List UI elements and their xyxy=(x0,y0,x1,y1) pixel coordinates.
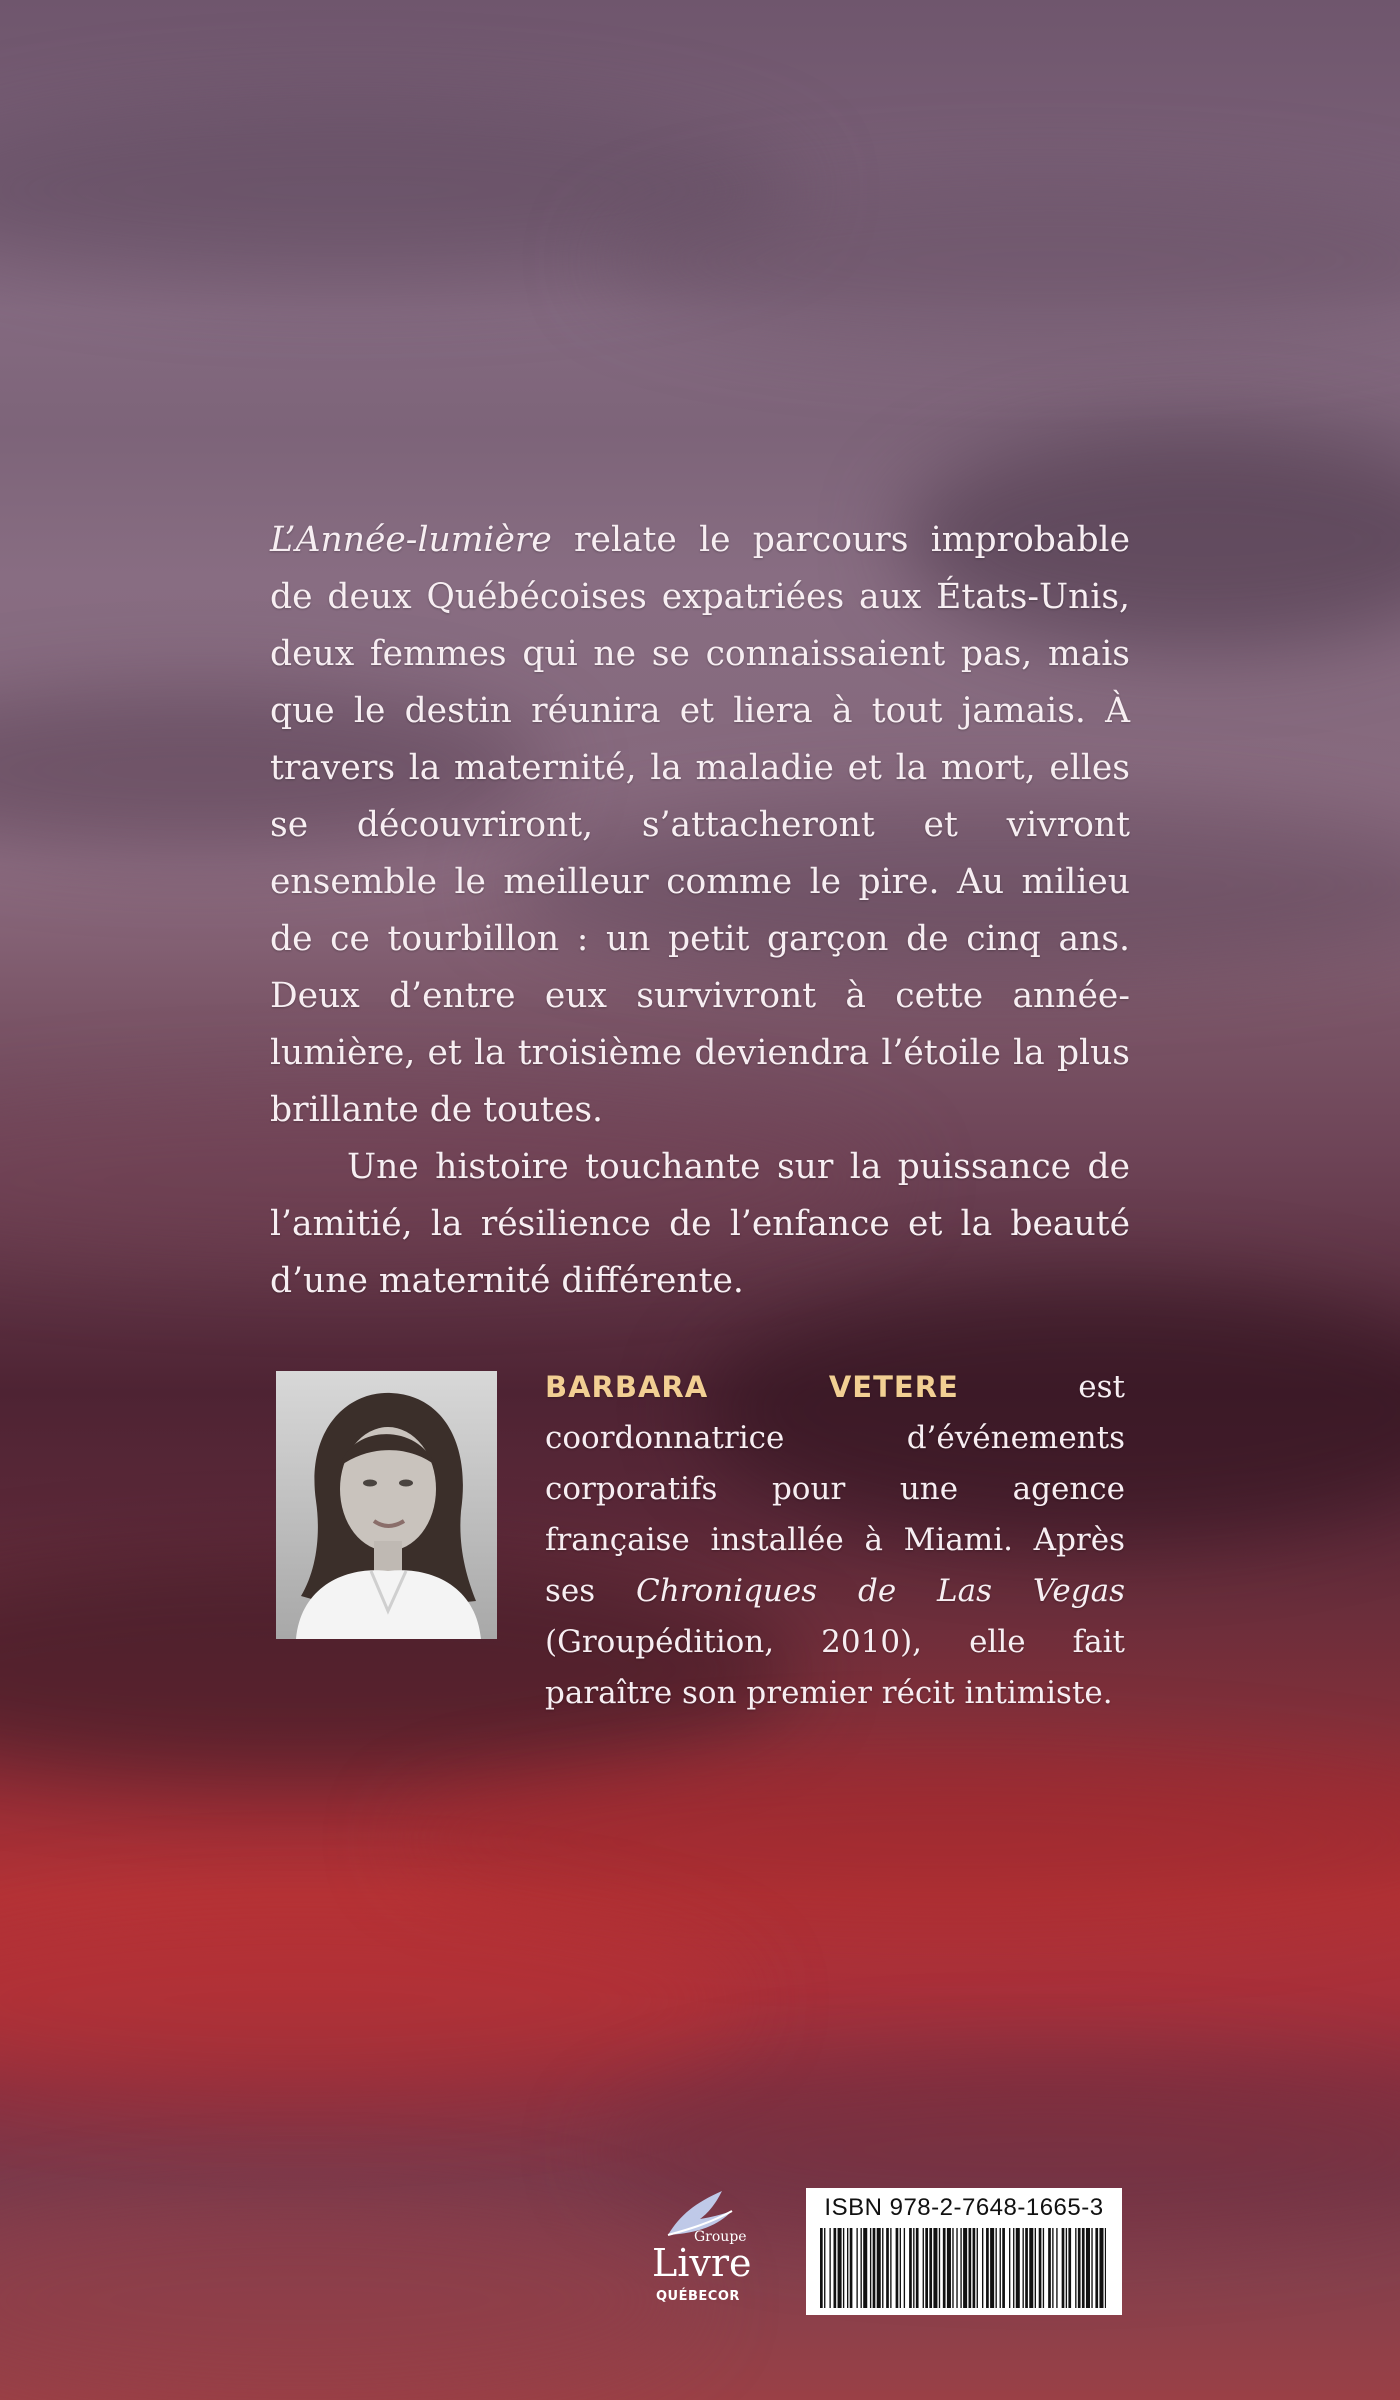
barcode-bar xyxy=(933,2228,937,2308)
barcode-bar xyxy=(900,2228,901,2308)
book-title-italic: L’Année-lumière xyxy=(270,520,552,560)
barcode-bar xyxy=(896,2228,899,2308)
barcode-bar xyxy=(1062,2228,1065,2308)
barcode-bar xyxy=(1002,2228,1005,2308)
barcode-bars-icon xyxy=(820,2228,1108,2308)
barcode-bar xyxy=(925,2228,928,2308)
barcode-bar xyxy=(1068,2228,1071,2308)
barcode-bar xyxy=(886,2228,889,2308)
author-portrait-icon xyxy=(276,1371,497,1639)
barcode-bar xyxy=(973,2228,976,2308)
barcode-bar xyxy=(847,2228,848,2308)
barcode-bar xyxy=(877,2228,881,2308)
cloud-band xyxy=(0,2200,700,2400)
barcode-bar xyxy=(1052,2228,1053,2308)
barcode-bar xyxy=(1075,2228,1076,2308)
author-bio-text-1: est coordonnatrice d’événements corporatifs pour une agence française installée à Miami. Après ses xyxy=(545,1369,1125,1609)
barcode-bar xyxy=(916,2228,919,2308)
cloud-band xyxy=(0,1900,750,2100)
barcode-bar xyxy=(1078,2228,1081,2308)
barcode-bar xyxy=(873,2228,876,2308)
barcode-bar xyxy=(963,2228,967,2308)
barcode-bar xyxy=(861,2228,862,2308)
barcode-bar xyxy=(1056,2228,1057,2308)
cloud-band xyxy=(400,1760,1400,1920)
barcode-bar xyxy=(843,2228,844,2308)
barcode-bar xyxy=(882,2228,883,2308)
barcode-bar xyxy=(909,2228,912,2308)
barcode-bar xyxy=(1086,2228,1090,2308)
barcode-bar xyxy=(929,2228,932,2308)
barcode-bar xyxy=(838,2228,842,2308)
author-bio-text-2: (Groupédition, 2010), elle fait paraître son premier récit intimiste. xyxy=(545,1624,1125,1711)
barcode-bar xyxy=(1013,2228,1014,2308)
barcode-bar xyxy=(952,2228,953,2308)
barcode-bar xyxy=(1000,2228,1001,2308)
blurb-paragraph-1 xyxy=(270,512,1130,1139)
barcode-bar xyxy=(863,2228,867,2308)
barcode-bar xyxy=(1035,2228,1036,2308)
barcode-bar xyxy=(1082,2228,1085,2308)
blurb-paragraph-1-text: relate le parcours improbable de deux Québécoises expatriées aux États-Unis, deux femmes qui ne se connaissaient pas, mais que le destin réunira et liera à tout jamais. À travers la maternité, la maladie et la mort, elles se découvriront, s’attacheront et vivront ensemble le meilleur comme le pire. Au milieu de ce tourbillon : un petit garçon de cinq ans. Deux d’entre eux survivront à cette année-lumière, et la troisième deviendra l’étoile la plus brillante de toutes. xyxy=(270,520,1130,1130)
blurb-paragraph-2: Une histoire touchante sur la puissance de l’amitié, la résilience de l’enfance et la beauté d’une maternité différente. xyxy=(270,1147,1130,1301)
barcode-bar xyxy=(982,2228,983,2308)
barcode-bar xyxy=(977,2228,978,2308)
barcode-bar xyxy=(986,2228,989,2308)
barcode-bar xyxy=(990,2228,994,2308)
author-bio xyxy=(545,1362,1125,1719)
barcode-bar xyxy=(829,2228,830,2308)
barcode-bar xyxy=(1095,2228,1098,2308)
barcode-bar xyxy=(856,2228,857,2308)
barcode-bar xyxy=(969,2228,972,2308)
barcode-bar xyxy=(1105,2228,1106,2308)
publisher-groupe: Groupe xyxy=(694,2229,747,2245)
barcode-bar xyxy=(1023,2228,1024,2308)
barcode-bar xyxy=(947,2228,951,2308)
isbn-barcode xyxy=(806,2188,1122,2315)
barcode-bar xyxy=(1043,2228,1044,2308)
barcode-bar xyxy=(890,2228,891,2308)
barcode-bar xyxy=(834,2228,837,2308)
author-bio-paragraph xyxy=(545,1362,1125,1719)
barcode-bar xyxy=(943,2228,946,2308)
author-book-italic: Chroniques de Las Vegas xyxy=(636,1573,1125,1609)
barcode-bar xyxy=(1048,2228,1051,2308)
barcode-bar xyxy=(1099,2228,1103,2308)
barcode-bar xyxy=(820,2228,823,2308)
barcode-bar xyxy=(824,2228,825,2308)
barcode-bar xyxy=(923,2228,924,2308)
book-blurb xyxy=(270,512,1130,1310)
barcode-bar xyxy=(913,2228,914,2308)
barcode-bar xyxy=(1066,2228,1067,2308)
barcode-bar xyxy=(1091,2228,1092,2308)
barcode-bar xyxy=(996,2228,997,2308)
publisher-livre: Livre xyxy=(652,2241,752,2285)
barcode-bar xyxy=(904,2228,905,2308)
barcode-bar xyxy=(960,2228,961,2308)
barcode-bar xyxy=(850,2228,853,2308)
publisher-logo xyxy=(630,2185,765,2315)
barcode-bar xyxy=(1016,2228,1020,2308)
barcode-bar xyxy=(1039,2228,1042,2308)
barcode-bar xyxy=(1009,2228,1010,2308)
barcode-bar xyxy=(939,2228,940,2308)
barcode-bar xyxy=(870,2228,871,2308)
isbn-number: ISBN 978-2-7648-1665-3 xyxy=(824,2194,1104,2221)
barcode-bar xyxy=(1025,2228,1028,2308)
author-photo xyxy=(276,1371,497,1639)
barcode-bar xyxy=(1029,2228,1033,2308)
publisher-quebecor: QUÉBECOR xyxy=(656,2289,740,2304)
author-name: BARBARA VETERE xyxy=(545,1370,959,1404)
barcode-bar xyxy=(956,2228,957,2308)
